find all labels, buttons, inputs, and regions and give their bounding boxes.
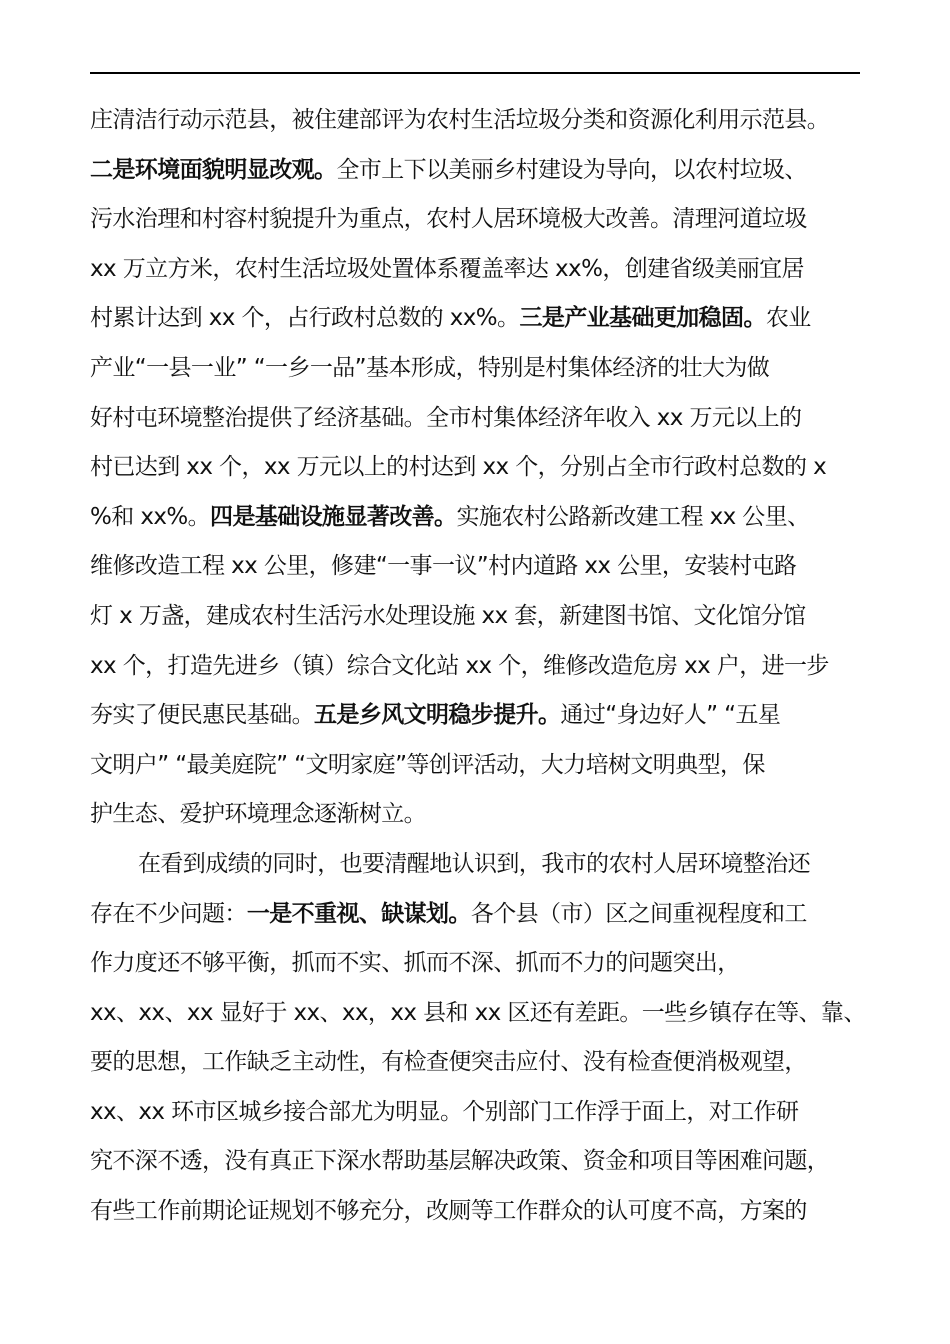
text-run: 维修改造工程 xx 公里，修建“一事一议”村内道路 xx 公里，安装村屯路 (90, 553, 797, 580)
text-run: xx 个，打造先进乡（镇）综合文化站 xx 个，维修改造危房 xx 户，进一步 (90, 652, 829, 679)
text-line (90, 1088, 868, 1138)
text-line (90, 1137, 868, 1187)
text-run: 污水治理和村容村貌提升为重点，农村人居环境极大改善。清理河道垃圾 (90, 206, 807, 233)
text-run: xx、xx、xx 显好于 xx、xx，xx 县和 xx 区还有差距。一些乡镇存在等、靠、 (90, 999, 866, 1026)
text-line (90, 1187, 868, 1237)
text-run: 夯实了便民惠民基础。 (90, 702, 315, 729)
text-line (90, 344, 868, 394)
text-line (90, 691, 868, 741)
text-line (90, 493, 868, 543)
text-line (90, 443, 868, 493)
text-line (90, 989, 868, 1039)
text-line (90, 939, 868, 989)
header-rule (90, 72, 860, 74)
text-line (90, 542, 868, 592)
document-body (90, 96, 868, 1237)
bold-heading-run: 一是不重视、缺谋划。 (246, 900, 471, 927)
bold-heading-run: 四是基础设施显著改善。 (210, 503, 457, 530)
text-run: 要的思想，工作缺乏主动性，有检查便突击应付、没有检查便消极观望， (90, 1049, 807, 1076)
text-run: xx 万立方米，农村生活垃圾处置体系覆盖率达 xx%，创建省级美丽宜居 (90, 255, 804, 282)
text-run: 在看到成绩的同时，也要清醒地认识到，我市的农村人居环境整治还 (138, 850, 811, 877)
text-line (90, 96, 868, 146)
paragraph-problems (90, 840, 868, 1237)
text-run: 村已达到 xx 个，xx 万元以上的村达到 xx 个，分别占全市行政村总数的 x (90, 454, 827, 481)
text-run: 全市上下以美丽乡村建设为导向，以农村垃圾、 (336, 156, 807, 183)
text-line (90, 890, 868, 940)
text-line (90, 840, 868, 890)
text-run: 村累计达到 xx 个，占行政村总数的 xx%。 (90, 305, 520, 332)
text-run: 实施农村公路新改建工程 xx 公里、 (456, 503, 810, 530)
text-run: 各个县（市）区之间重视程度和工 (470, 900, 807, 927)
text-run: 有些工作前期论证规划不够充分，改厕等工作群众的认可度不高，方案的 (90, 1198, 807, 1225)
text-line (90, 146, 868, 196)
text-run: 好村屯环境整治提供了经济基础。全市村集体经济年收入 xx 万元以上的 (90, 404, 802, 431)
text-run: 究不深不透，没有真正下深水帮助基层解决政策、资金和项目等困难问题， (90, 1148, 830, 1175)
text-line (90, 394, 868, 444)
text-line (90, 741, 868, 791)
text-line (90, 790, 868, 840)
text-run: 文明户” “最美庭院” “文明家庭”等创评活动，大力培树文明典型，保 (90, 751, 765, 778)
paragraph-achievements (90, 96, 868, 840)
text-line (90, 195, 868, 245)
text-run: 护生态、爱护环境理念逐渐树立。 (90, 801, 427, 828)
bold-heading-run: 二是环境面貌明显改观。 (90, 156, 337, 183)
bold-heading-run: 五是乡风文明稳步提升。 (314, 702, 561, 729)
text-run: 庄清洁行动示范县，被住建部评为农村生活垃圾分类和资源化利用示范县。 (90, 107, 830, 133)
bold-heading-run: 三是产业基础更加稳固。 (519, 305, 766, 332)
text-line (90, 592, 868, 642)
text-line (90, 642, 868, 692)
text-line (90, 294, 868, 344)
text-line (90, 1038, 868, 1088)
text-run: xx、xx 环市区城乡接合部尤为明显。个别部门工作浮于面上，对工作研 (90, 1098, 799, 1125)
text-run: 农业 (765, 305, 811, 332)
text-run: 存在不少问题： (90, 900, 247, 927)
text-run: 产业“一县一业” “一乡一品”基本形成，特别是村集体经济的壮大为做 (90, 354, 770, 381)
text-run: %和 xx%。 (90, 503, 211, 530)
text-line (90, 245, 868, 295)
text-run: 通过“身边好人” “五星 (560, 702, 781, 729)
text-run: 灯 x 万盏，建成农村生活污水处理设施 xx 套，新建图书馆、文化馆分馆 (90, 602, 806, 629)
text-run: 作力度还不够平衡，抓而不实、抓而不深、抓而不力的问题突出， (90, 950, 740, 977)
